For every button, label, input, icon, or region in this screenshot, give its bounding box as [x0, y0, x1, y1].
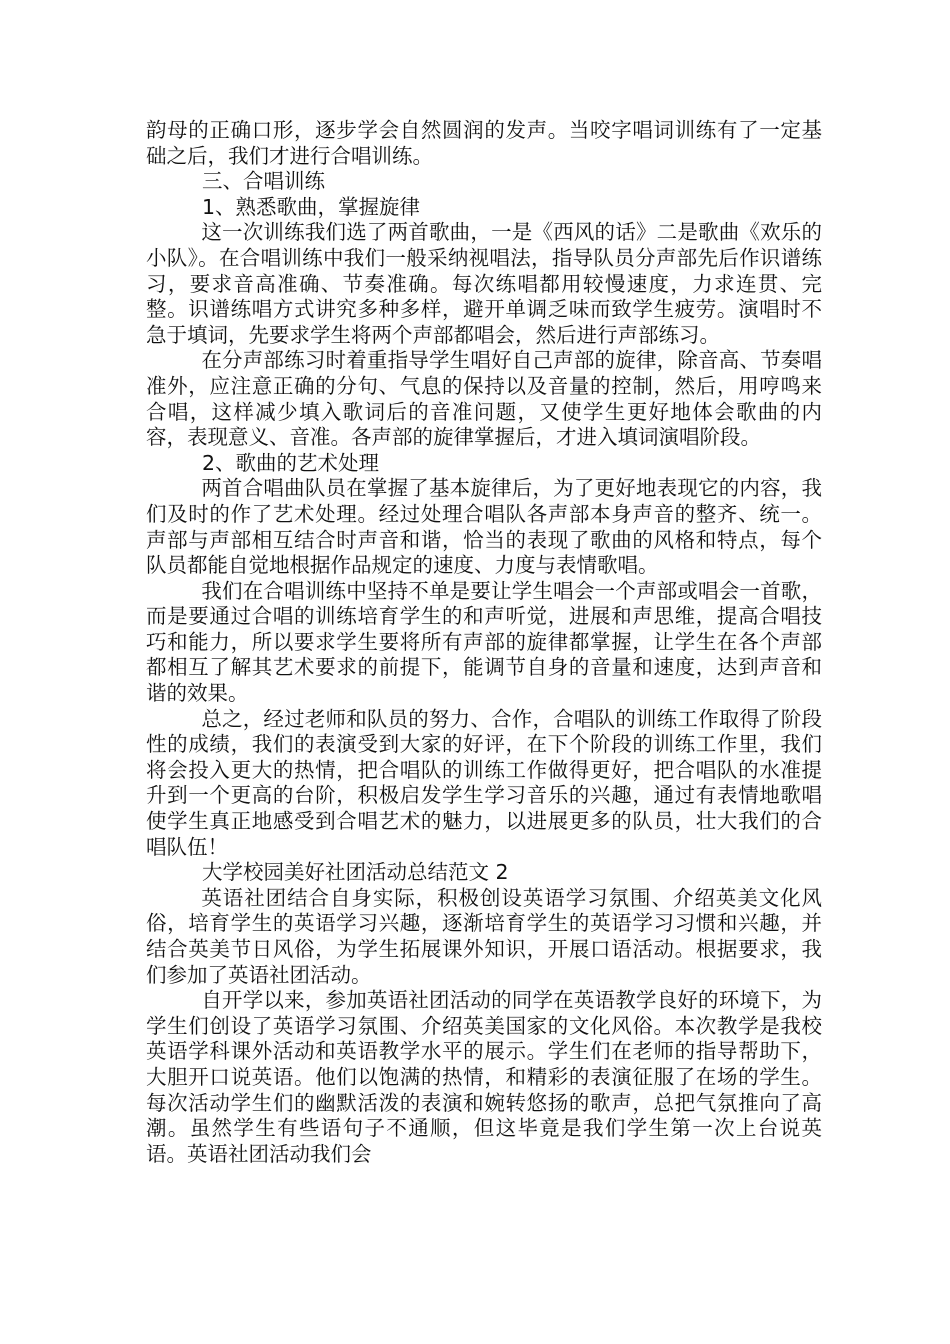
paragraph-song-selection: 这一次训练我们选了两首歌曲，一是《西风的话》二是歌曲《欢乐的小队》。在合唱训练中我们一般采纳视唱法，指导队员分声部先后作识谱练习，要求音高准确、节奏准确。每次练唱都用较慢速度，力求连贯、完整。识谱练唱方式讲究多种多样，避开单调乏味而致学生疲劳。演唱时不急于填词，先要求学生将两个声部都唱会，然后进行声部练习。 [146, 220, 822, 347]
paragraph-english-club-activities: 自开学以来，参加英语社团活动的同学在英语教学良好的环境下，为学生们创设了英语学习氛围、介绍英美国家的文化风俗。本次教学是我校英语学科课外活动和英语教学水平的展示。学生们在老师的指导帮助下，大胆开口说英语。他们以饱满的热情，和精彩的表演征服了在场的学生。每次活动学生们的幽默活泼的表演和婉转悠扬的歌声，总把气氛推向了高潮。虽然学生有些语句子不通顺，但这毕竟是我们学生第一次上台说英语。英语社团活动我们会 [146, 988, 822, 1166]
paragraph-harmony-training: 我们在合唱训练中坚持不单是要让学生唱会一个声部或唱会一首歌，而是要通过合唱的训练培育学生的和声听觉，进展和声思维，提高合唱技巧和能力，所以要求学生要将所有声部的旋律都掌握，让学生在各个声部都相互了解其艺术要求的前提下，能调节自身的音量和速度，达到声音和谐的效果。 [146, 578, 822, 706]
subheading-melody: 1、熟悉歌曲，掌握旋律 [202, 194, 421, 219]
article-title-2: 大学校园美好社团活动总结范文 2 [202, 860, 509, 885]
paragraph-artistic-treatment: 两首合唱曲队员在掌握了基本旋律后，为了更好地表现它的内容，我们及时的作了艺术处理。经过处理合唱队各声部本身声音的整齐、统一。声部与声部相互结合时声音和谐，恰当的表现了歌曲的风格和特点，每个队员都能自觉地根据作品规定的速度、力度与表情歌唱。 [146, 476, 822, 578]
paragraph-summary: 总之，经过老师和队员的努力、合作，合唱队的训练工作取得了阶段性的成绩，我们的表演受到大家的好评，在下个阶段的训练工作里，我们将会投入更大的热情，把合唱队的训练工作做得更好，把合唱队的水准提升到一个更高的台阶，积极启发学生学习音乐的兴趣，通过有表情地歌唱使学生真正地感受到合唱艺术的魅力，以进展更多的队员，壮大我们的合唱队伍！ [146, 706, 822, 859]
paragraph-continuation: 韵母的正确口形，逐步学会自然圆润的发声。当咬字唱词训练有了一定基础之后，我们才进行合唱训练。 [146, 118, 822, 168]
subheading-artistic-treatment: 2、歌曲的艺术处理 [202, 450, 380, 475]
paragraph-english-club-intro: 英语社团结合自身实际，积极创设英语学习氛围、介绍英美文化风俗，培育学生的英语学习兴趣，逐渐培育学生的英语学习习惯和兴趣，并结合英美节日风俗，为学生拓展课外知识，开展口语活动。根据要求，我们参加了英语社团活动。 [146, 885, 822, 987]
document-body [146, 118, 822, 1167]
section-heading-chorus-training: 三、合唱训练 [202, 169, 325, 194]
paragraph-part-practice: 在分声部练习时着重指导学生唱好自己声部的旋律，除音高、节奏唱准外，应注意正确的分句、气息的保持以及音量的控制，然后，用哼鸣来合唱，这样减少填入歌词后的音准问题，又使学生更好地体会歌曲的内容，表现意义、音准。各声部的旋律掌握后，才进入填词演唱阶段。 [146, 348, 822, 450]
